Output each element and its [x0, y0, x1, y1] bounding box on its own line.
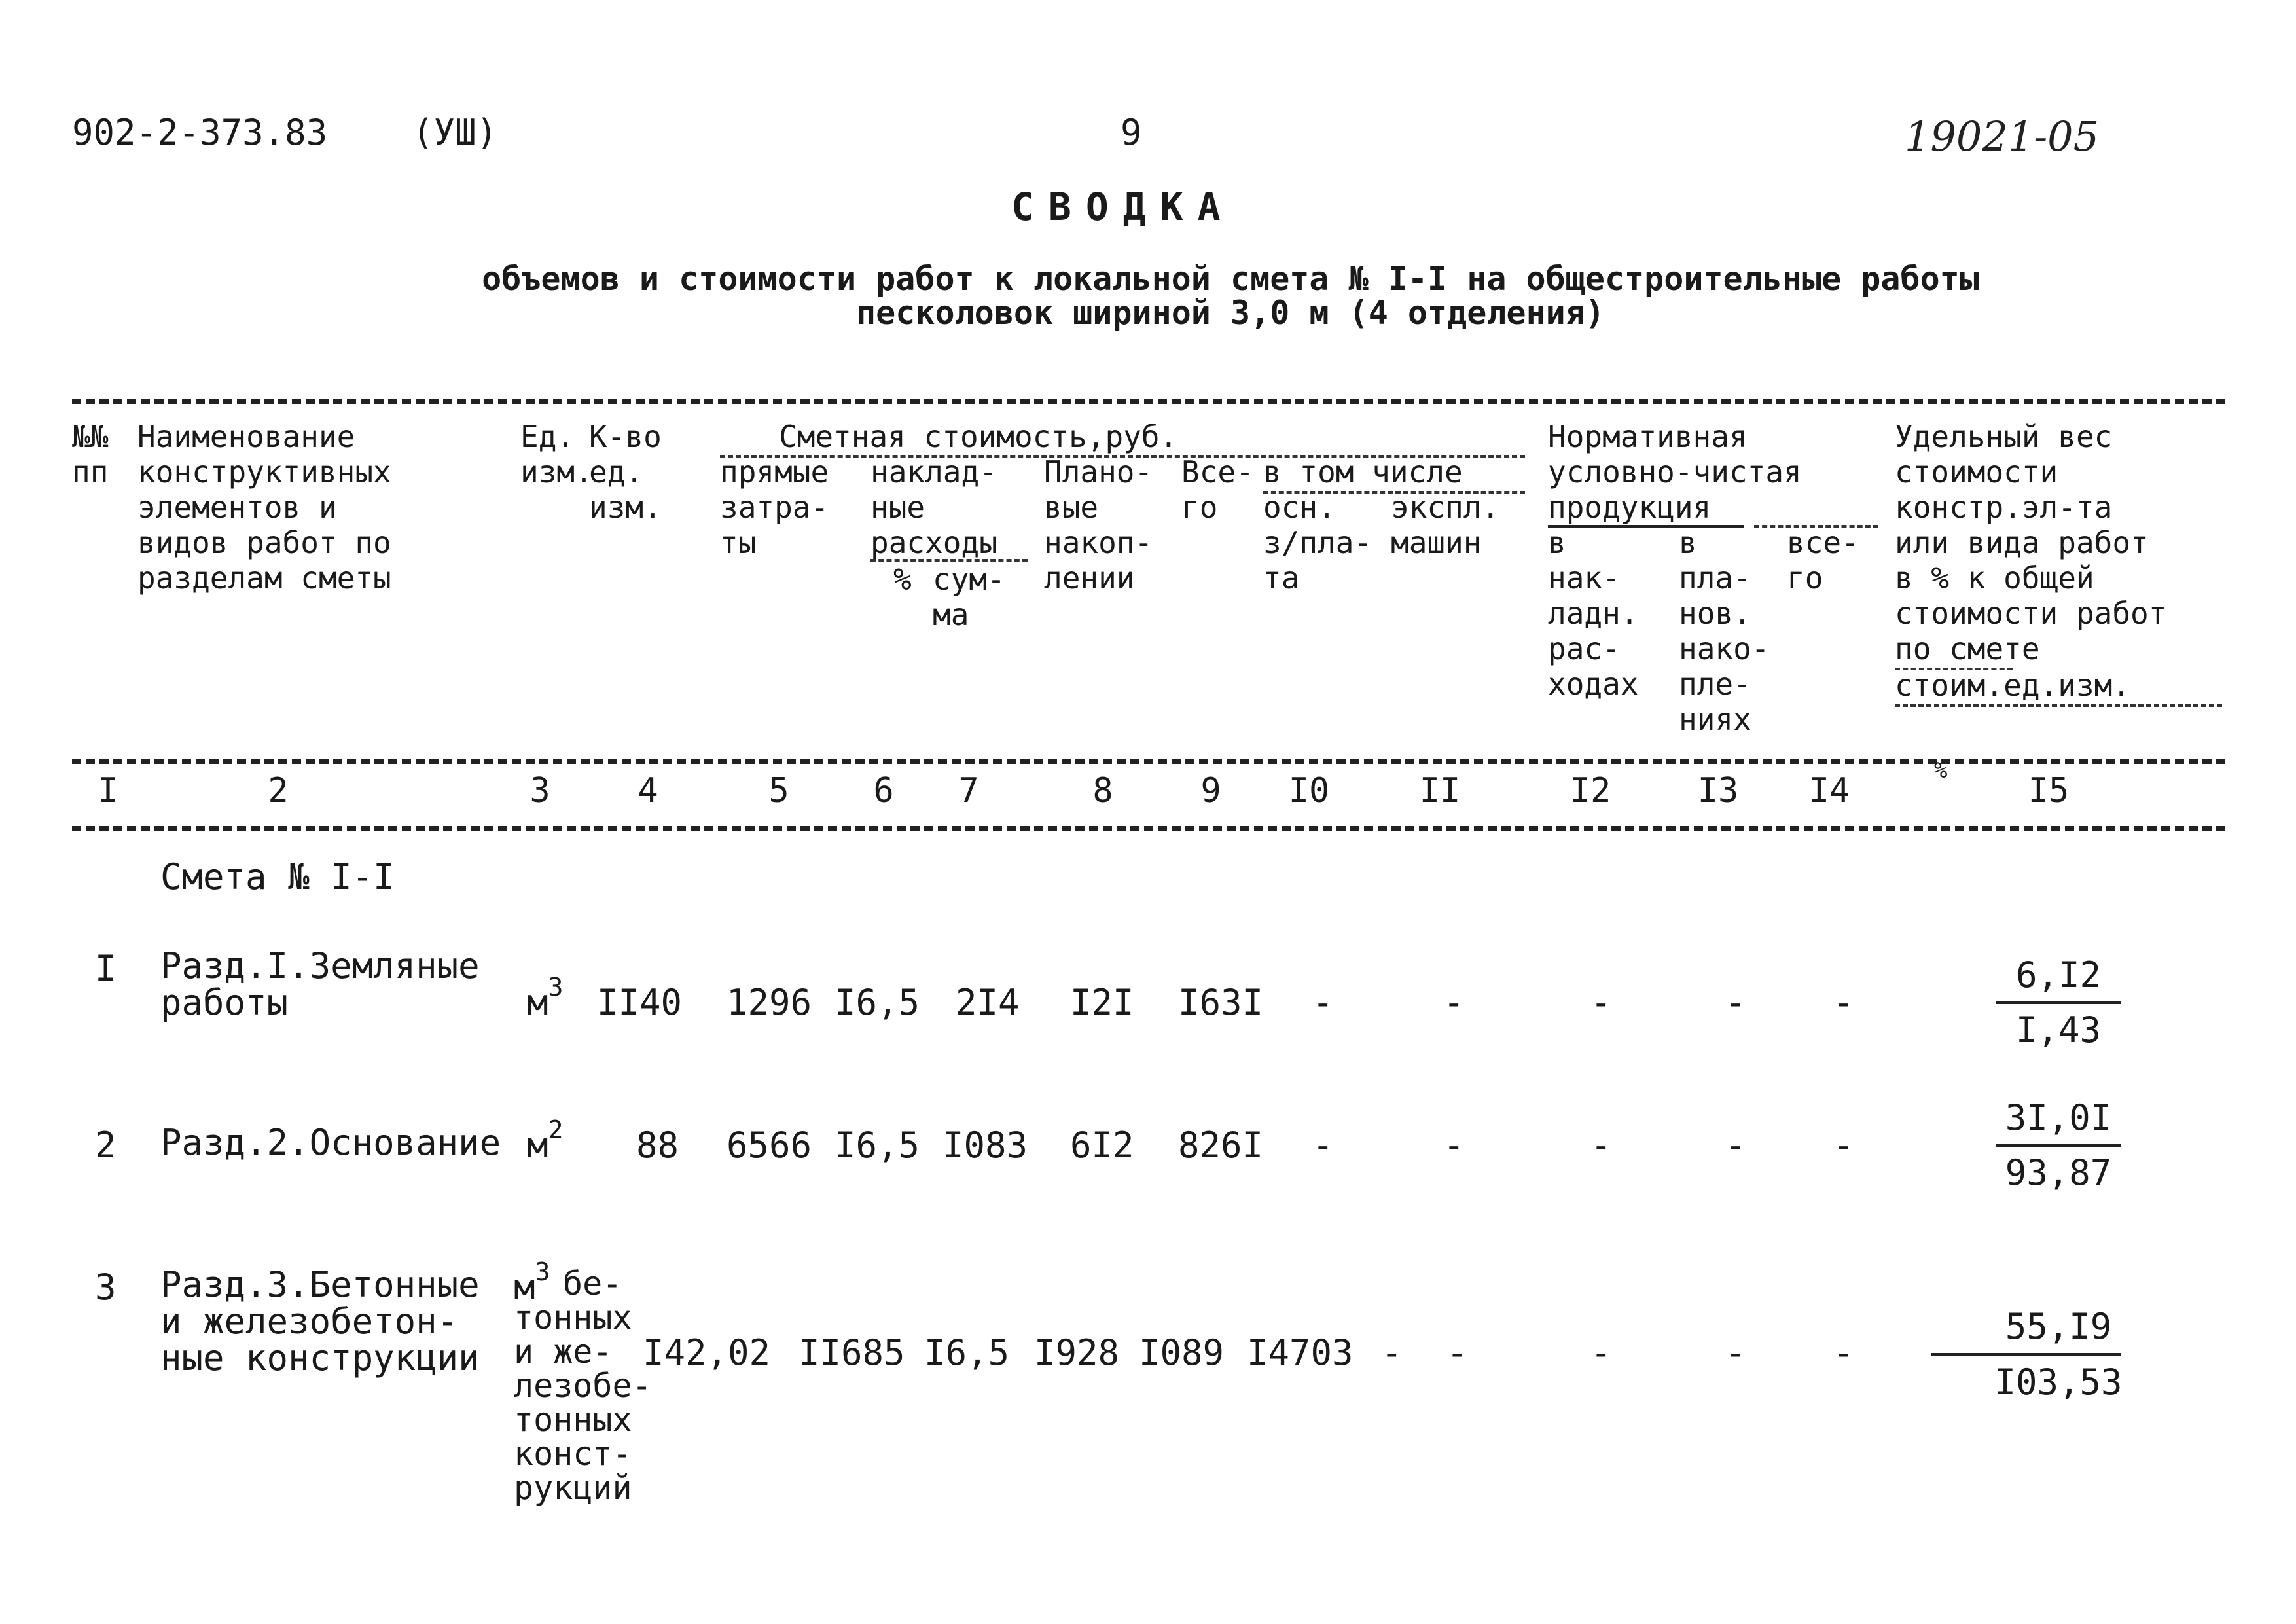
row-unit-cost: I03,53	[1994, 1362, 2123, 1403]
header-overhead-percent: %	[893, 562, 912, 597]
column-number: 4	[637, 771, 658, 810]
row-quantity: 88	[636, 1125, 679, 1166]
header-unit: Ед. изм.	[520, 419, 593, 490]
row-overhead-sum: I928	[1034, 1332, 1120, 1373]
row-planned-savings: I089	[1139, 1332, 1225, 1373]
row-machine-operation: -	[1443, 982, 1465, 1023]
header-overhead-sum: сум- ма	[933, 562, 1005, 632]
row-in-planned: -	[1725, 982, 1746, 1023]
row-name: Разд.2.Основание	[160, 1122, 501, 1163]
inventory-number: 19021-05	[1905, 113, 2100, 160]
page-number: 9	[1121, 112, 1142, 153]
section-title: Смета № I-I	[160, 856, 395, 897]
document-title: СВОДКА	[1011, 185, 1235, 229]
column-number: I0	[1288, 771, 1330, 810]
row-normative-total: -	[1833, 1125, 1854, 1166]
column-numbers-bottom-rule	[72, 826, 2225, 831]
unit-cost-underline	[1895, 704, 2222, 707]
row-name: Разд.I.Земляные работы	[160, 945, 480, 1023]
row-direct-costs: 1296	[726, 982, 812, 1023]
unit-superscript: 2	[548, 1115, 564, 1144]
row-number: 3	[95, 1267, 117, 1308]
row-unit-cost: 93,87	[2005, 1152, 2112, 1193]
row-unit	[527, 1115, 564, 1166]
row-in-planned: -	[1725, 1332, 1746, 1373]
header-direct-costs: прямые затра- ты	[720, 454, 829, 560]
row-quantity: I42,02	[643, 1332, 771, 1373]
row-base-salary: -	[1381, 1332, 1403, 1373]
row-base-salary: -	[1312, 982, 1334, 1023]
column-number: 2	[268, 771, 289, 810]
row-normative-total: -	[1833, 982, 1854, 1023]
header-quantity: К-во ед. изм.	[589, 419, 662, 525]
header-in-overhead: в нак- ладн. рас- ходах	[1548, 525, 1639, 702]
row-planned-savings: 6I2	[1070, 1125, 1134, 1166]
row-name: Разд.3.Бетонные и железобетон- ные конструкции	[160, 1264, 480, 1379]
unit-base: м	[514, 1267, 535, 1308]
row-overhead-percent: I6,5	[924, 1332, 1010, 1373]
row-unit-description: бе- тонных и же- лезобе- тонных конст- рукций	[514, 1265, 652, 1507]
row-number: I	[95, 948, 117, 989]
fraction-line	[1996, 1001, 2121, 1004]
row-overhead-percent: I6,5	[834, 1125, 920, 1166]
column-number: 5	[768, 771, 789, 810]
row-weight-percent: 6,I2	[2015, 954, 2102, 996]
header-normative-total: все- го	[1787, 525, 1859, 596]
row-planned-savings: I2I	[1070, 982, 1134, 1023]
header-total: Все- го	[1181, 454, 1254, 525]
header-planned-savings: Плано- вые накоп- лении	[1044, 454, 1153, 596]
fraction-line	[1996, 1144, 2121, 1147]
header-machine-operation: экспл. машин	[1391, 490, 1500, 560]
row-total: I63I	[1178, 982, 1264, 1023]
row-direct-costs: II685	[798, 1332, 905, 1373]
header-row-number: №№ пп	[72, 419, 109, 490]
column-number: I5	[2028, 771, 2070, 810]
header-base-salary: осн. з/пла- та	[1263, 490, 1372, 596]
header-unit-cost: стоим.ед.изм.	[1895, 668, 2131, 703]
column-number: I	[98, 771, 118, 810]
header-unit-weight: Удельный вес стоимости констр.эл-та или вида работ в % к общей стоимости работ по смете	[1895, 419, 2167, 666]
unit-base: м	[527, 1125, 548, 1166]
unit-base: м	[527, 982, 548, 1023]
row-in-overhead: -	[1590, 982, 1612, 1023]
unit-superscript: 3	[535, 1257, 550, 1286]
document-code: 902-2-373.83	[72, 112, 328, 153]
column-number: 7	[958, 771, 979, 810]
column-number: I2	[1570, 771, 1611, 810]
row-overhead-sum: I083	[942, 1125, 1028, 1166]
column-number: I4	[1808, 771, 1850, 810]
fraction-line	[1931, 1353, 2121, 1356]
row-quantity: II40	[597, 982, 683, 1023]
column-number: 9	[1200, 771, 1221, 810]
column-number: 6	[873, 771, 894, 810]
header-normative-group-2: продукция	[1548, 490, 1712, 525]
volume-label: (УШ)	[412, 112, 498, 153]
subtitle-line-1: объемов и стоимости работ к локальной смета № I-I на общестроительные работы	[482, 260, 1979, 298]
row-total: I4703	[1247, 1332, 1354, 1373]
header-bottom-rule	[72, 759, 2225, 764]
row-in-overhead: -	[1590, 1125, 1612, 1166]
row-weight-percent: 3I,0I	[2005, 1097, 2112, 1138]
row-in-overhead: -	[1590, 1332, 1612, 1373]
row-overhead-percent: I6,5	[834, 982, 920, 1023]
table-top-rule	[72, 399, 2225, 404]
header-including-group: в том числе	[1263, 454, 1463, 490]
row-base-salary: -	[1312, 1125, 1334, 1166]
row-unit-cost: I,43	[2015, 1009, 2102, 1051]
row-machine-operation: -	[1446, 1332, 1468, 1373]
unit-superscript: 3	[548, 973, 564, 1001]
percent-mark: %	[1934, 757, 1948, 784]
row-weight-percent: 55,I9	[2005, 1306, 2112, 1347]
row-unit	[527, 973, 564, 1023]
column-number: 8	[1092, 771, 1113, 810]
row-direct-costs: 6566	[726, 1125, 812, 1166]
row-machine-operation: -	[1443, 1125, 1465, 1166]
column-number: I3	[1697, 771, 1739, 810]
column-number: 3	[529, 771, 550, 810]
row-in-planned: -	[1725, 1125, 1746, 1166]
row-overhead-sum: 2I4	[956, 982, 1020, 1023]
row-number: 2	[95, 1125, 117, 1166]
header-cost-group: Сметная стоимость,руб.	[779, 419, 1178, 454]
subtitle-line-2: песколовок шириной 3,0 м (4 отделения)	[856, 294, 1605, 332]
header-overhead-group: наклад- ные расходы	[870, 454, 997, 560]
header-normative-group: Нормативная условно-чистая	[1548, 419, 1802, 490]
row-total: 826I	[1178, 1125, 1264, 1166]
header-in-planned: в пла- нов. нако- пле- ниях	[1679, 525, 1770, 737]
header-name: Наименование конструктивных элементов и видов работ по разделам сметы	[137, 419, 391, 596]
column-number: II	[1419, 771, 1461, 810]
row-normative-total: -	[1833, 1332, 1854, 1373]
